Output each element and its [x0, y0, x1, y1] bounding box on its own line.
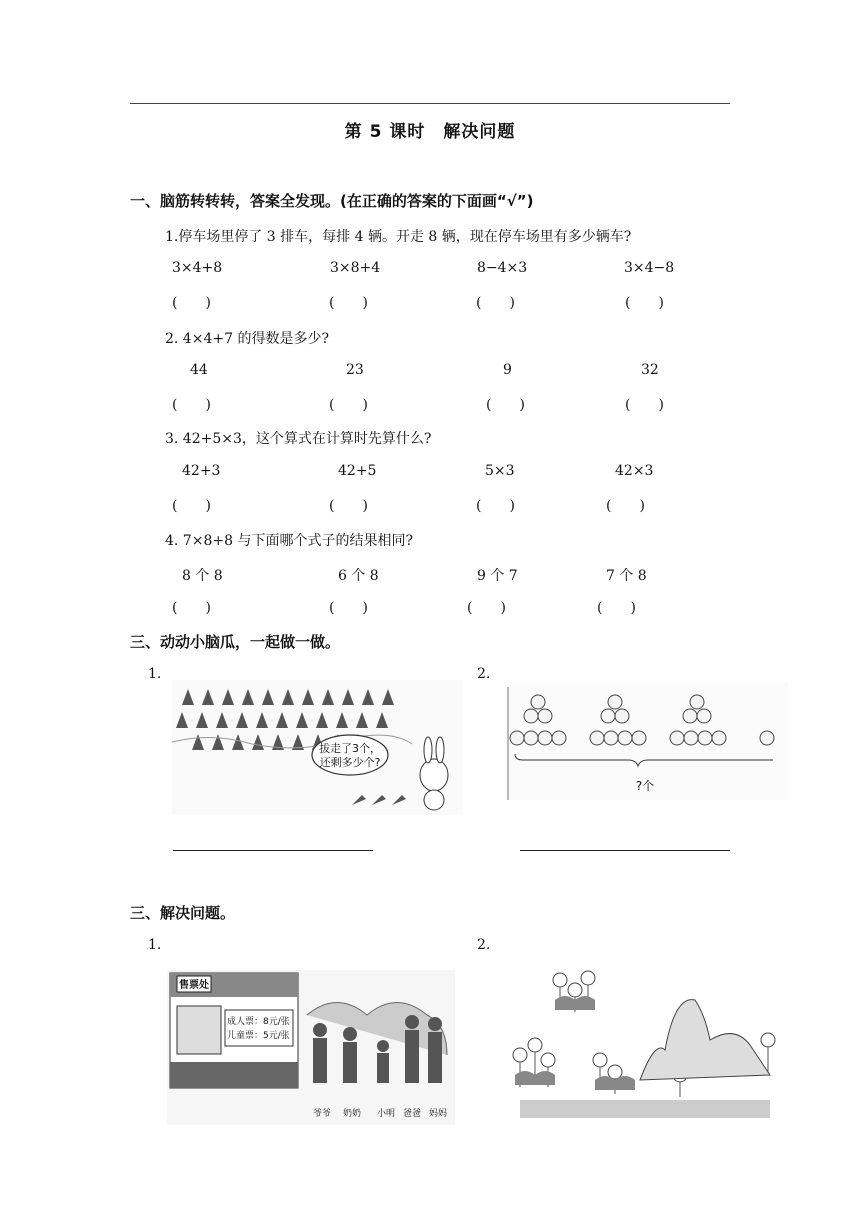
- ticket-office-sign: 售票处: [179, 980, 209, 991]
- q3-answer-1[interactable]: ( ): [172, 498, 211, 514]
- q1-option-3: 8−4×3: [477, 260, 528, 276]
- q4-answer-4[interactable]: ( ): [597, 600, 636, 616]
- q2-option-3: 9: [503, 362, 512, 378]
- section-2-item-1-number: 1.: [148, 666, 162, 682]
- q2-option-1: 44: [190, 362, 208, 378]
- bubble-line-2: 还剩多少个?: [319, 756, 381, 769]
- section-2-heading: 三、动动小脑瓜，一起做一做。: [130, 633, 341, 651]
- answer-line-2[interactable]: [520, 850, 730, 851]
- q2-option-4: 32: [641, 362, 659, 378]
- question-4: 4. 7×8+8 与下面哪个式子的结果相同?: [165, 533, 413, 549]
- price-adult: 成人票：8元/张: [227, 1017, 290, 1027]
- person-label-xiaoming: 小明: [377, 1109, 396, 1119]
- q4-answer-3[interactable]: ( ): [467, 600, 506, 616]
- price-child: 儿童票：5元/张: [227, 1031, 290, 1041]
- q3-answer-2[interactable]: ( ): [329, 498, 368, 514]
- radish-picture: [172, 680, 462, 815]
- apples-picture: [505, 682, 788, 800]
- section-3-item-1-number: 1.: [148, 937, 162, 953]
- page-title: 第 5 课时 解决问题: [344, 122, 516, 142]
- q3-option-2: 42+5: [338, 463, 377, 479]
- q2-answer-3[interactable]: ( ): [486, 397, 525, 413]
- apples-total-label: ?个: [635, 779, 655, 793]
- section-2-item-2-number: 2.: [477, 666, 491, 682]
- q3-option-4: 42×3: [615, 463, 654, 479]
- q4-option-3: 9 个 7: [477, 568, 518, 584]
- q1-option-2: 3×8+4: [330, 260, 381, 276]
- q2-option-2: 23: [346, 362, 364, 378]
- q2-answer-2[interactable]: ( ): [329, 397, 368, 413]
- q3-answer-4[interactable]: ( ): [606, 498, 645, 514]
- q4-option-4: 7 个 8: [606, 568, 647, 584]
- section-3-heading: 三、解决问题。: [130, 904, 236, 922]
- question-2: 2. 4×4+7 的得数是多少?: [165, 331, 329, 347]
- question-1: 1.停车场里停了 3 排车，每排 4 辆。开走 8 辆，现在停车场里有多少辆车?: [165, 229, 632, 245]
- bubble-line-1: 拔走了3个，: [319, 742, 381, 755]
- question-3: 3. 42+5×3，这个算式在计算时先算什么?: [165, 431, 432, 447]
- ticket-office-picture: [167, 970, 455, 1125]
- person-label-grandma: 奶奶: [343, 1109, 362, 1119]
- top-rule: [130, 103, 730, 104]
- q3-option-1: 42+3: [182, 463, 221, 479]
- q4-answer-2[interactable]: ( ): [329, 600, 368, 616]
- q2-answer-1[interactable]: ( ): [172, 397, 211, 413]
- q1-answer-1[interactable]: ( ): [172, 295, 211, 311]
- answer-line-1[interactable]: [173, 850, 373, 851]
- q4-answer-1[interactable]: ( ): [172, 600, 211, 616]
- flowers-picture: [500, 960, 790, 1120]
- q1-answer-4[interactable]: ( ): [625, 295, 664, 311]
- q3-option-3: 5×3: [485, 463, 515, 479]
- q3-answer-3[interactable]: ( ): [476, 498, 515, 514]
- q4-option-2: 6 个 8: [338, 568, 379, 584]
- q1-answer-2[interactable]: ( ): [329, 295, 368, 311]
- section-1-heading: 一、脑筋转转转，答案全发现。(在正确的答案的下面画“√”): [130, 192, 534, 210]
- q1-answer-3[interactable]: ( ): [476, 295, 515, 311]
- section-3-item-2-number: 2.: [477, 937, 491, 953]
- q2-answer-4[interactable]: ( ): [625, 397, 664, 413]
- person-label-grandpa: 爷爷: [313, 1109, 332, 1119]
- q1-option-4: 3×4−8: [624, 260, 675, 276]
- person-label-dad: 爸爸: [403, 1109, 422, 1119]
- person-label-mom: 妈妈: [429, 1109, 448, 1119]
- q4-option-1: 8 个 8: [182, 568, 223, 584]
- q1-option-1: 3×4+8: [172, 260, 223, 276]
